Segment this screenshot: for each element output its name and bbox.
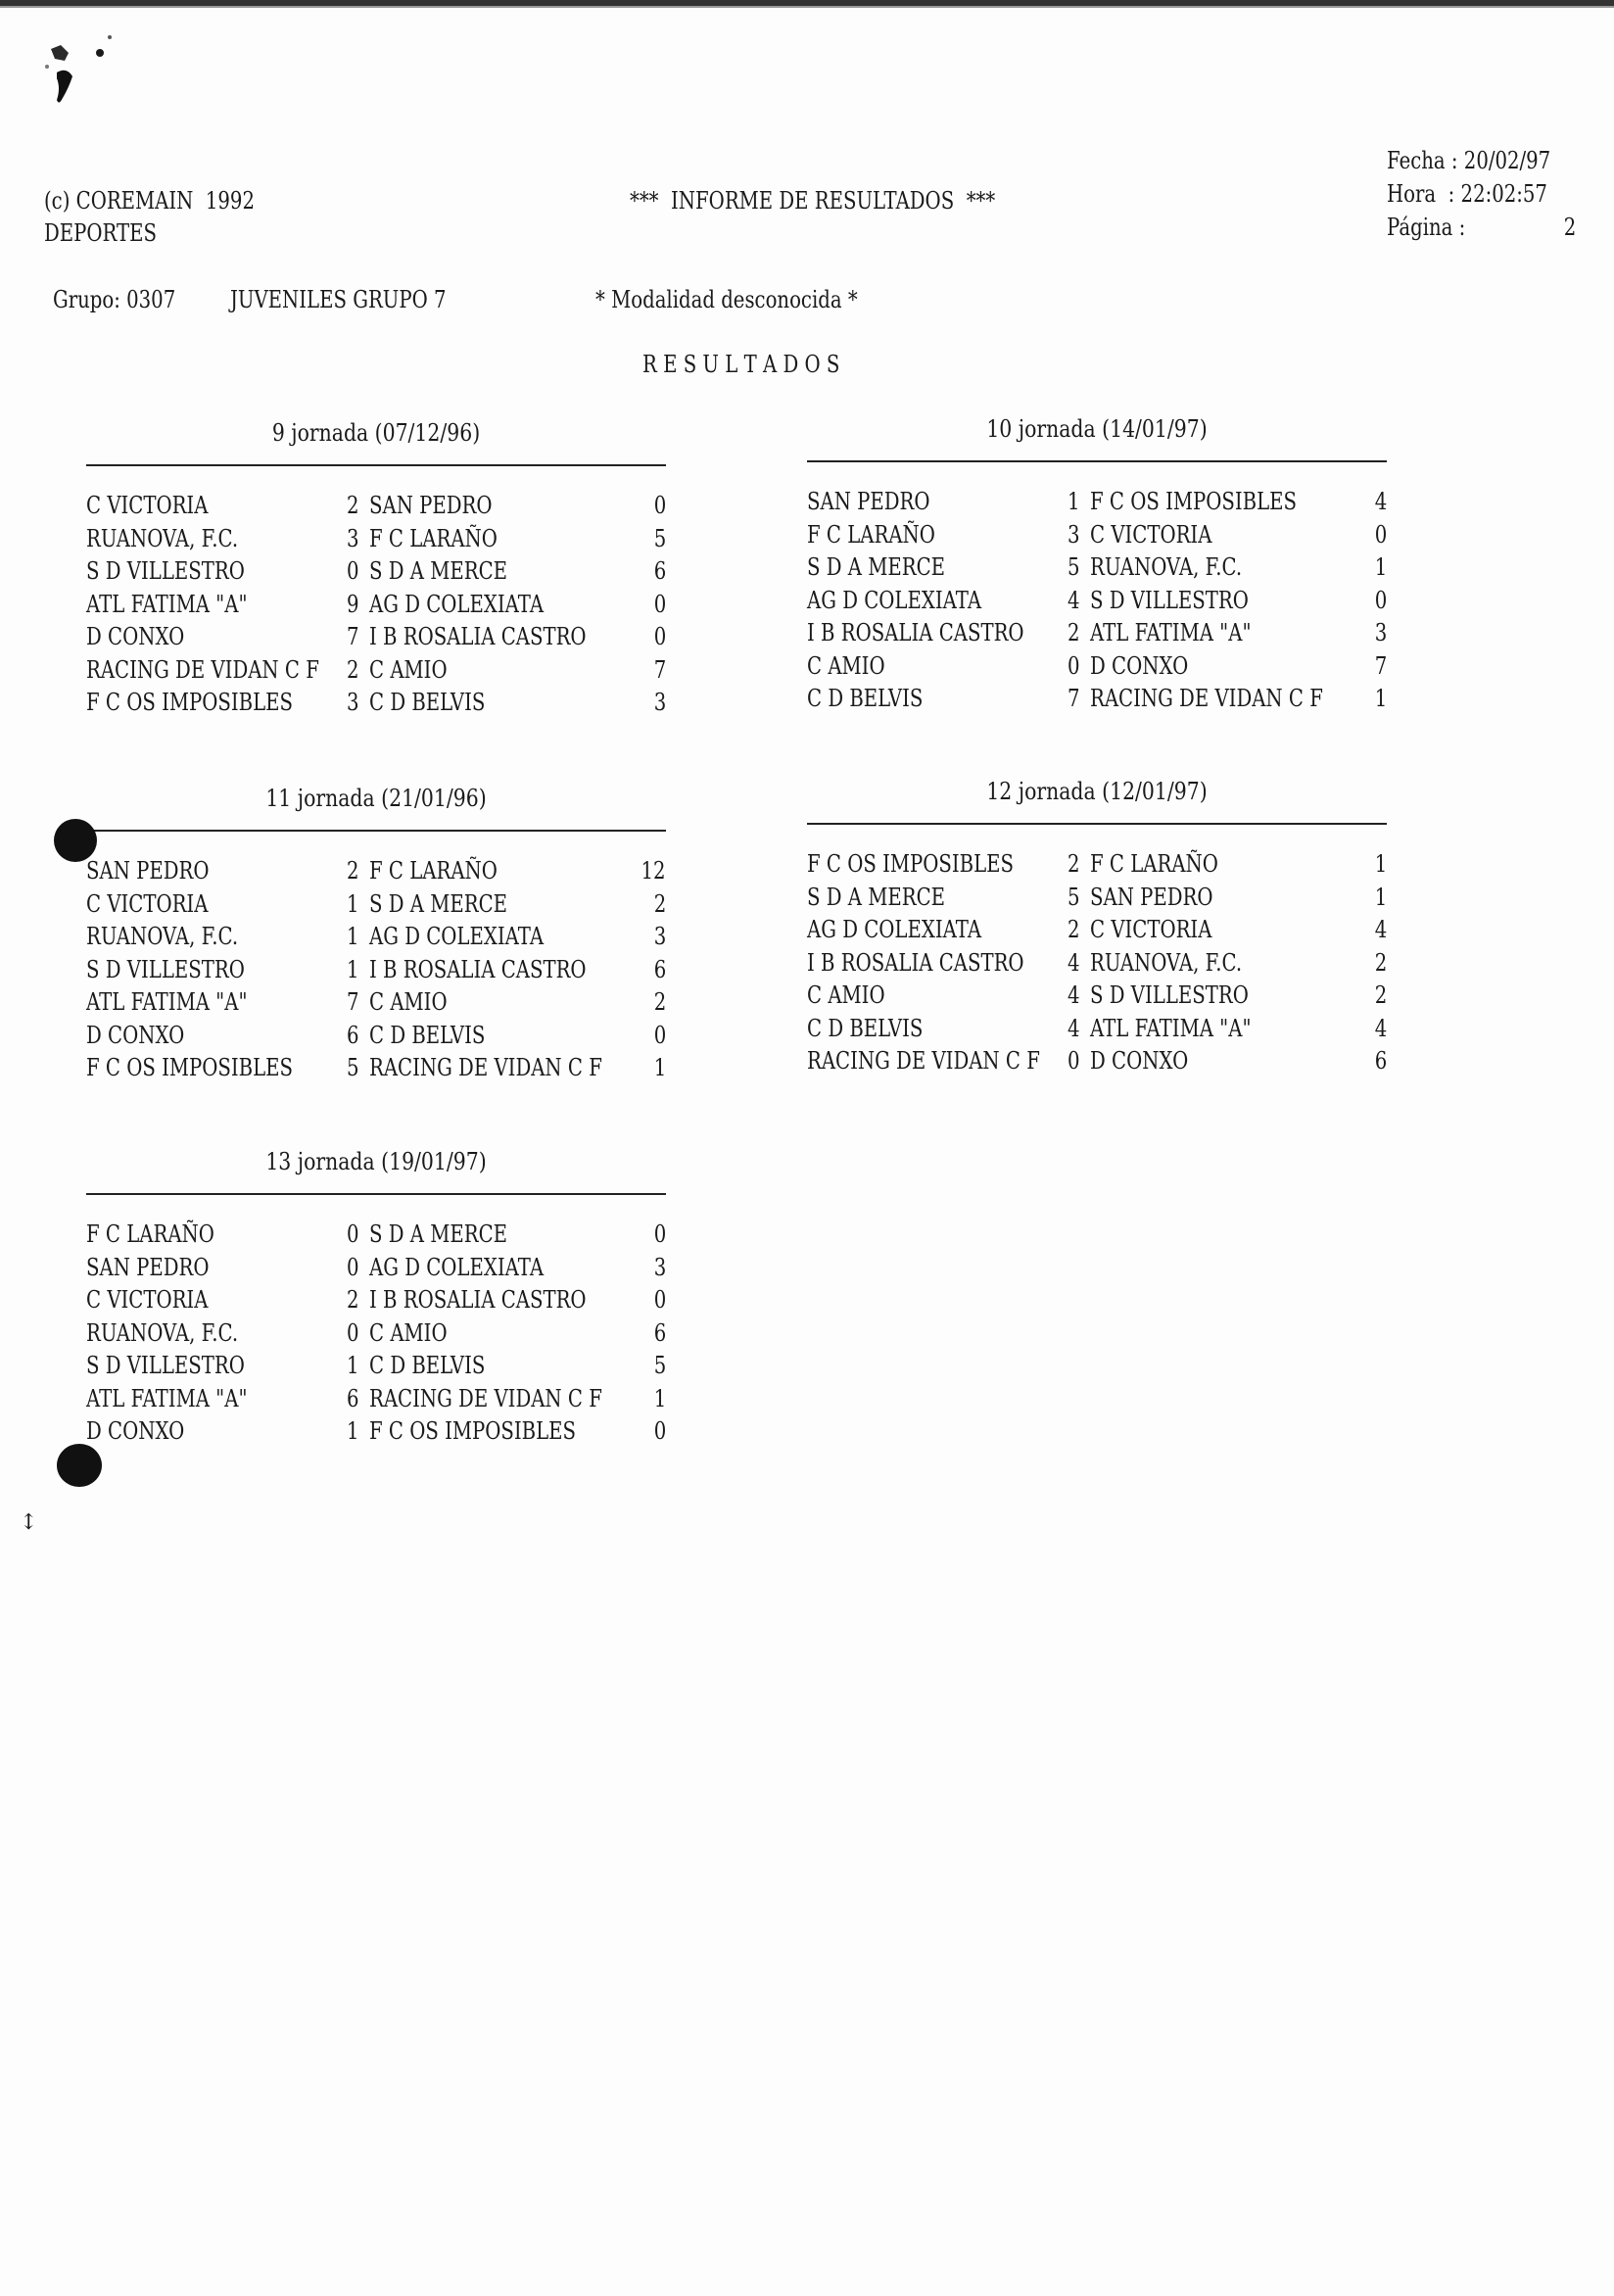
page-label: Página : — [1387, 214, 1466, 241]
away-score: 0 — [1374, 586, 1387, 614]
home-team: ATL FATIMA "A" — [86, 1384, 248, 1412]
match-row — [807, 651, 1387, 688]
away-team: S D A MERCE — [369, 889, 508, 918]
date-line: Fecha : 20/02/97 — [1387, 147, 1551, 174]
away-team: AG D COLEXIATA — [369, 923, 545, 950]
home-score: 4 — [1068, 1014, 1080, 1042]
home-score: 2 — [347, 492, 359, 519]
home-score: 7 — [1068, 685, 1080, 712]
home-score: 2 — [1068, 916, 1080, 943]
away-team: D CONXO — [1090, 651, 1189, 680]
away-score: 6 — [653, 1318, 666, 1347]
away-team: F C LARAÑO — [1090, 850, 1218, 878]
away-score: 1 — [1374, 553, 1387, 581]
away-team: D CONXO — [1090, 1047, 1189, 1075]
home-score: 2 — [1068, 619, 1080, 646]
match-row — [86, 655, 666, 692]
match-row — [86, 1318, 666, 1355]
away-team: RACING DE VIDAN C F — [1090, 685, 1323, 712]
home-team: D CONXO — [86, 1021, 185, 1049]
away-score: 12 — [641, 857, 666, 885]
home-team: F C LARAÑO — [86, 1220, 214, 1248]
home-team: C VICTORIA — [86, 889, 209, 918]
round-block — [807, 778, 1387, 1075]
away-score: 1 — [1374, 685, 1387, 712]
away-score: 4 — [1374, 916, 1387, 943]
home-score: 7 — [347, 988, 359, 1016]
away-score: 4 — [1374, 488, 1387, 515]
away-score: 6 — [1374, 1047, 1387, 1075]
away-team: C D BELVIS — [369, 1021, 486, 1049]
round-title: 10 jornada (14/01/97) — [986, 415, 1208, 443]
home-score: 6 — [347, 1384, 359, 1412]
round-rule — [807, 460, 1387, 462]
round-rule — [807, 823, 1387, 825]
match-row — [86, 524, 666, 560]
away-team: AG D COLEXIATA — [369, 1253, 545, 1281]
match-row — [807, 586, 1387, 622]
home-score: 2 — [347, 1286, 359, 1314]
home-team: RUANOVA, F.C. — [86, 923, 239, 950]
match-row — [807, 852, 1387, 885]
away-team: ATL FATIMA "A" — [1090, 1014, 1252, 1042]
away-score: 1 — [653, 1054, 666, 1081]
home-team: F C LARAÑO — [807, 520, 935, 549]
home-team: RUANOVA, F.C. — [86, 1318, 239, 1347]
match-row — [86, 859, 666, 892]
away-team: F C LARAÑO — [369, 524, 498, 552]
home-team: RACING DE VIDAN C F — [86, 655, 319, 684]
home-score: 5 — [1068, 553, 1080, 581]
away-team: C AMIO — [369, 1318, 448, 1347]
match-row — [807, 490, 1387, 523]
away-score: 1 — [653, 1384, 666, 1412]
match-row — [86, 1056, 666, 1089]
home-team: C VICTORIA — [86, 1286, 209, 1314]
home-score: 0 — [1068, 1047, 1080, 1075]
home-score: 0 — [347, 557, 359, 585]
home-score: 6 — [347, 1021, 359, 1049]
away-score: 6 — [653, 557, 666, 585]
group-name: JUVENILES GRUPO 7 — [230, 286, 447, 313]
away-team: I B ROSALIA CASTRO — [369, 1286, 587, 1314]
home-score: 1 — [347, 923, 359, 950]
report-title: *** INFORME DE RESULTADOS *** — [630, 187, 996, 215]
match-row — [807, 520, 1387, 556]
round-title: 12 jornada (12/01/97) — [986, 778, 1208, 805]
away-score: 3 — [653, 923, 666, 950]
scan-top-edge-shadow — [0, 6, 1614, 8]
round-block — [807, 415, 1387, 712]
match-row — [807, 555, 1387, 589]
home-score: 0 — [1068, 651, 1080, 680]
home-score: 1 — [347, 1417, 359, 1445]
home-team: C VICTORIA — [86, 492, 209, 519]
match-row — [86, 955, 666, 991]
match-row — [86, 1354, 666, 1387]
margin-mark: ↕ — [20, 1510, 38, 1535]
match-row — [807, 687, 1387, 720]
away-team: RACING DE VIDAN C F — [369, 1384, 602, 1412]
section-title: R E S U L T A D O S — [642, 351, 840, 378]
match-row — [807, 1049, 1387, 1082]
away-score: 0 — [653, 1220, 666, 1248]
home-score: 0 — [347, 1220, 359, 1248]
round-block — [86, 785, 666, 1081]
away-team: SAN PEDRO — [1090, 883, 1213, 911]
away-team: RUANOVA, F.C. — [1090, 948, 1243, 977]
away-team: S D VILLESTRO — [1090, 981, 1249, 1009]
match-row — [86, 889, 666, 926]
match-row — [807, 621, 1387, 654]
away-score: 3 — [653, 689, 666, 716]
away-team: AG D COLEXIATA — [369, 590, 545, 618]
home-score: 3 — [347, 689, 359, 716]
away-score: 6 — [653, 955, 666, 983]
match-row — [86, 1253, 666, 1289]
home-team: RACING DE VIDAN C F — [807, 1047, 1040, 1075]
away-score: 2 — [1374, 948, 1387, 977]
away-score: 2 — [653, 988, 666, 1016]
away-team: I B ROSALIA CASTRO — [369, 623, 587, 650]
round-title: 13 jornada (19/01/97) — [265, 1148, 487, 1175]
match-row — [86, 1021, 666, 1057]
away-score: 5 — [653, 1352, 666, 1379]
away-team: S D A MERCE — [369, 1220, 508, 1248]
home-score: 4 — [1068, 948, 1080, 977]
home-team: S D VILLESTRO — [86, 955, 245, 983]
copyright-line: (c) COREMAIN 1992 — [44, 187, 255, 215]
home-score: 1 — [1068, 488, 1080, 515]
away-score: 0 — [1374, 520, 1387, 549]
away-score: 0 — [653, 1417, 666, 1445]
match-row — [86, 990, 666, 1024]
match-row — [807, 885, 1387, 919]
round-block — [86, 419, 666, 716]
home-score: 2 — [347, 655, 359, 684]
home-team: F C OS IMPOSIBLES — [86, 1054, 294, 1081]
ink-blot — [54, 819, 97, 862]
away-team: I B ROSALIA CASTRO — [369, 955, 587, 983]
time-line: Hora : 22:02:57 — [1387, 180, 1547, 208]
match-row — [807, 1014, 1387, 1050]
page-number: 2 — [1563, 214, 1576, 241]
home-score: 0 — [347, 1318, 359, 1347]
home-team: D CONXO — [86, 1417, 185, 1445]
home-team: S D A MERCE — [807, 883, 946, 911]
home-team: C AMIO — [807, 651, 885, 680]
home-score: 7 — [347, 623, 359, 650]
match-row — [86, 1419, 666, 1453]
modality-label: * Modalidad desconocida * — [595, 286, 858, 313]
match-row — [807, 918, 1387, 951]
away-team: C AMIO — [369, 655, 448, 684]
home-team: C D BELVIS — [807, 1014, 924, 1042]
home-score: 3 — [1068, 520, 1080, 549]
away-score: 4 — [1374, 1014, 1387, 1042]
match-row — [86, 1222, 666, 1256]
away-team: RACING DE VIDAN C F — [369, 1054, 602, 1081]
home-score: 5 — [347, 1054, 359, 1081]
away-team: F C LARAÑO — [369, 857, 498, 885]
round-title: 11 jornada (21/01/96) — [265, 785, 487, 812]
home-score: 5 — [1068, 883, 1080, 911]
home-team: SAN PEDRO — [86, 857, 210, 885]
away-score: 5 — [653, 524, 666, 552]
away-score: 0 — [653, 1021, 666, 1049]
home-team: C D BELVIS — [807, 685, 924, 712]
away-team: F C OS IMPOSIBLES — [1090, 488, 1298, 515]
away-team: C D BELVIS — [369, 1352, 486, 1379]
home-score: 1 — [347, 1352, 359, 1379]
home-team: S D VILLESTRO — [86, 1352, 245, 1379]
group-label: Grupo: 0307 — [53, 286, 176, 313]
match-row — [86, 590, 666, 626]
home-team: F C OS IMPOSIBLES — [807, 850, 1015, 878]
home-team: AG D COLEXIATA — [807, 586, 982, 614]
away-score: 0 — [653, 1286, 666, 1314]
match-row — [86, 494, 666, 527]
home-score: 4 — [1068, 586, 1080, 614]
home-team: I B ROSALIA CASTRO — [807, 948, 1024, 977]
away-score: 7 — [653, 655, 666, 684]
match-row — [86, 691, 666, 724]
round-block — [86, 1148, 666, 1445]
home-score: 9 — [347, 590, 359, 618]
home-score: 3 — [347, 524, 359, 552]
away-score: 1 — [1374, 850, 1387, 878]
match-row — [86, 1288, 666, 1321]
away-team: C D BELVIS — [369, 689, 486, 716]
home-team: I B ROSALIA CASTRO — [807, 619, 1024, 646]
ink-smudge — [39, 27, 118, 116]
home-team: SAN PEDRO — [86, 1253, 210, 1281]
home-score: 4 — [1068, 981, 1080, 1009]
round-rule — [86, 1193, 666, 1195]
away-score: 2 — [1374, 981, 1387, 1009]
away-team: C VICTORIA — [1090, 916, 1212, 943]
home-team: ATL FATIMA "A" — [86, 988, 248, 1016]
home-team: S D A MERCE — [807, 553, 946, 581]
away-score: 0 — [653, 492, 666, 519]
home-score: 0 — [347, 1253, 359, 1281]
away-team: RUANOVA, F.C. — [1090, 553, 1243, 581]
match-row — [86, 559, 666, 593]
match-row — [86, 625, 666, 658]
away-score: 1 — [1374, 883, 1387, 911]
home-score: 2 — [1068, 850, 1080, 878]
home-team: SAN PEDRO — [807, 488, 930, 515]
home-team: RUANOVA, F.C. — [86, 524, 239, 552]
home-score: 1 — [347, 955, 359, 983]
away-score: 3 — [1374, 619, 1387, 646]
away-score: 0 — [653, 623, 666, 650]
away-team: C VICTORIA — [1090, 520, 1212, 549]
away-team: C AMIO — [369, 988, 448, 1016]
away-team: SAN PEDRO — [369, 492, 493, 519]
ink-blot — [57, 1444, 102, 1487]
match-row — [807, 948, 1387, 984]
away-team: S D VILLESTRO — [1090, 586, 1249, 614]
away-team: S D A MERCE — [369, 557, 508, 585]
match-row — [807, 983, 1387, 1017]
department-label: DEPORTES — [44, 219, 157, 247]
home-team: D CONXO — [86, 623, 185, 650]
match-row — [86, 1384, 666, 1420]
away-score: 0 — [653, 590, 666, 618]
home-team: S D VILLESTRO — [86, 557, 245, 585]
away-score: 2 — [653, 889, 666, 918]
round-title: 9 jornada (07/12/96) — [271, 419, 481, 447]
round-rule — [86, 464, 666, 466]
home-team: C AMIO — [807, 981, 885, 1009]
away-score: 3 — [653, 1253, 666, 1281]
home-team: AG D COLEXIATA — [807, 916, 982, 943]
home-score: 2 — [347, 857, 359, 885]
home-team: F C OS IMPOSIBLES — [86, 689, 294, 716]
away-team: F C OS IMPOSIBLES — [369, 1417, 577, 1445]
match-row — [86, 925, 666, 958]
home-score: 1 — [347, 889, 359, 918]
away-team: ATL FATIMA "A" — [1090, 619, 1252, 646]
round-rule — [86, 830, 666, 832]
away-score: 7 — [1374, 651, 1387, 680]
home-team: ATL FATIMA "A" — [86, 590, 248, 618]
